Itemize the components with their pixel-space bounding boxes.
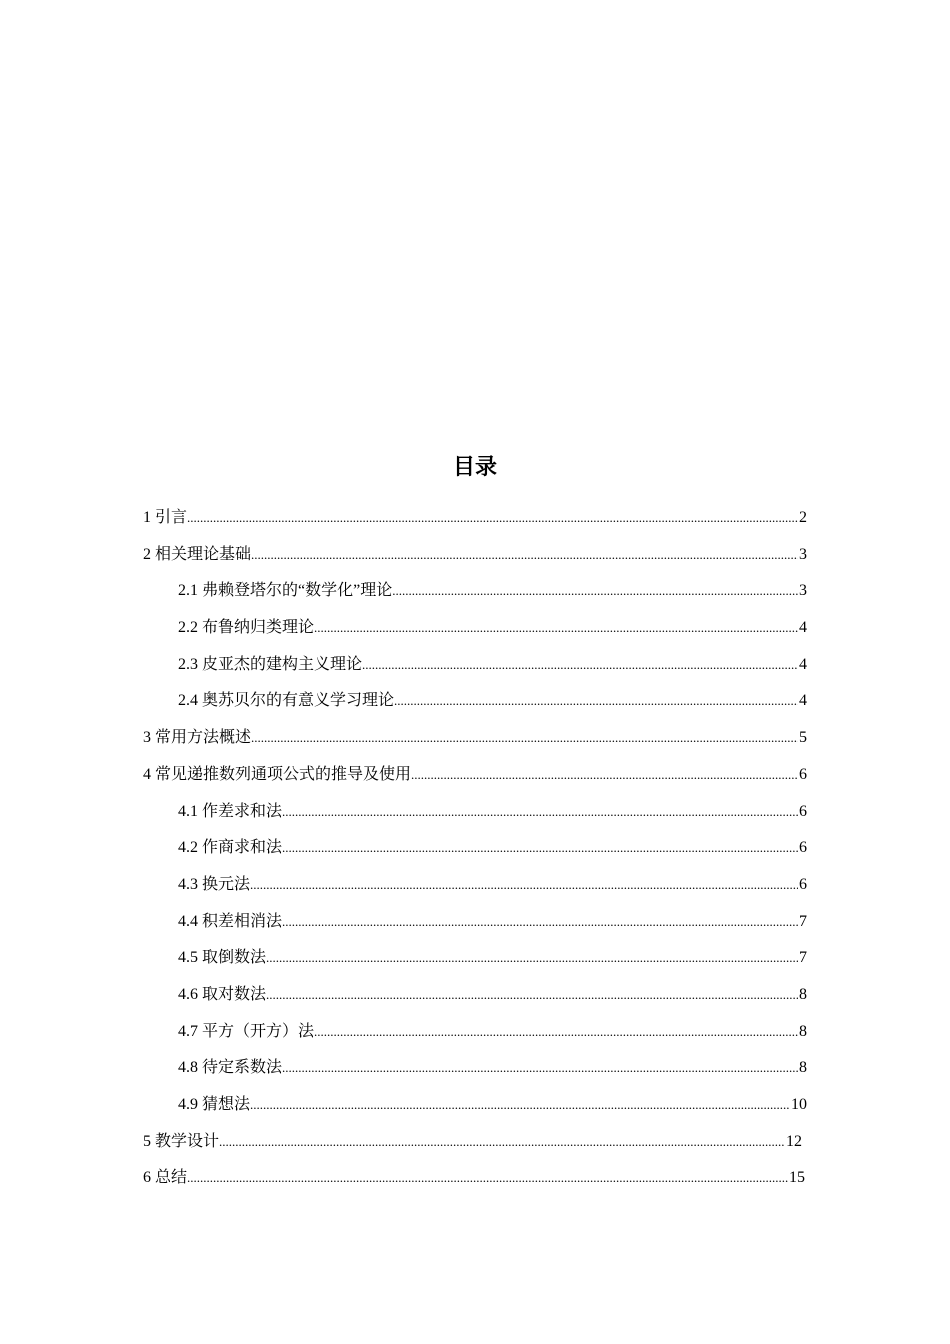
toc-entry-label: 2.4 奥苏贝尔的有意义学习理论 [178,692,395,710]
toc-entry-label: 4.2 作商求和法 [178,839,283,857]
toc-entry-label: 4.7 平方（开方）法 [178,1022,315,1040]
toc-dot-leader [266,977,798,1014]
toc-entry-label: 1 引言 [143,509,188,526]
toc-dot-leader [251,537,798,574]
toc-entry-4-7[interactable] [143,1014,807,1051]
toc-dot-leader [314,610,798,647]
toc-entry-page: 6 [799,802,807,820]
toc-entry-page: 8 [799,1059,807,1077]
toc-entry-label: 2.2 布鲁纳归类理论 [178,619,315,637]
toc-entry-2-2[interactable] [143,610,807,647]
toc-list [143,500,807,1197]
toc-dot-leader [362,647,798,684]
toc-dot-leader [392,573,798,610]
toc-dot-leader [282,794,798,831]
toc-entry-6[interactable] [143,1160,807,1197]
toc-dot-leader [187,1160,788,1197]
toc-entry-4-8[interactable] [143,1050,807,1087]
toc-dot-leader [314,1014,798,1051]
toc-dot-leader [251,720,798,757]
toc-title: 目录 [452,455,497,480]
toc-entry-label: 4.5 取倒数法 [178,949,267,967]
toc-entry-label: 2.3 皮亚杰的建构主义理论 [178,655,363,673]
toc-entry-5[interactable] [143,1124,807,1161]
toc-entry-2-4[interactable] [143,683,807,720]
toc-entry-page: 4 [799,655,807,673]
toc-entry-page: 6 [799,765,807,783]
toc-entry-page: 15 [789,1169,805,1187]
toc-entry-page: 3 [799,582,807,600]
toc-dot-leader [250,1087,790,1124]
toc-entry-label: 6 总结 [143,1169,188,1187]
toc-entry-4-6[interactable] [143,977,807,1014]
toc-entry-page: 7 [799,912,807,930]
toc-entry-2-1[interactable] [143,573,807,610]
toc-entry-page: 10 [791,1096,807,1113]
toc-entry-label: 4.1 作差求和法 [178,802,283,820]
toc-entry-page: 8 [799,985,807,1003]
toc-dot-leader [187,500,798,537]
toc-dot-leader [282,904,798,941]
toc-entry-3[interactable] [143,720,807,757]
toc-entry-label: 4.6 取对数法 [178,985,267,1003]
toc-dot-leader [282,830,798,867]
toc-entry-label: 3 常用方法概述 [143,729,252,747]
toc-entry-page: 3 [799,545,807,563]
toc-entry-page: 8 [799,1022,807,1040]
toc-entry-2[interactable] [143,537,807,574]
toc-entry-page: 6 [799,839,807,857]
toc-entry-label: 5 教学设计 [143,1132,220,1150]
toc-entry-4[interactable] [143,757,807,794]
toc-entry-4-3[interactable] [143,867,807,904]
toc-entry-4-2[interactable] [143,830,807,867]
toc-dot-leader [411,757,798,794]
toc-entry-label: 4.3 换元法 [178,875,251,893]
toc-entry-4-1[interactable] [143,794,807,831]
toc-entry-page: 4 [799,619,807,637]
toc-entry-4-5[interactable] [143,940,807,977]
toc-entry-label: 4 常见递推数列通项公式的推导及使用 [143,765,412,783]
toc-dot-leader [282,1050,798,1087]
toc-entry-label: 4.8 待定系数法 [178,1059,283,1077]
toc-entry-page: 12 [786,1132,802,1150]
toc-dot-leader [250,867,798,904]
toc-entry-page: 6 [799,875,807,893]
toc-entry-page: 4 [799,692,807,710]
toc-entry-1[interactable] [143,500,807,537]
toc-entry-label: 2 相关理论基础 [143,545,252,563]
toc-entry-4-4[interactable] [143,904,807,941]
toc-entry-label: 4.9 猜想法 [178,1096,251,1113]
toc-entry-label: 4.4 积差相消法 [178,912,283,930]
toc-entry-2-3[interactable] [143,647,807,684]
toc-dot-leader [394,683,798,720]
toc-dot-leader [219,1124,785,1161]
toc-entry-page: 5 [799,729,807,747]
toc-entry-page: 2 [799,509,807,526]
toc-entry-label: 2.1 弗赖登塔尔的“数学化”理论 [178,582,393,600]
toc-entry-4-9[interactable] [143,1087,807,1124]
toc-entry-page: 7 [799,949,807,967]
toc-dot-leader [266,940,798,977]
